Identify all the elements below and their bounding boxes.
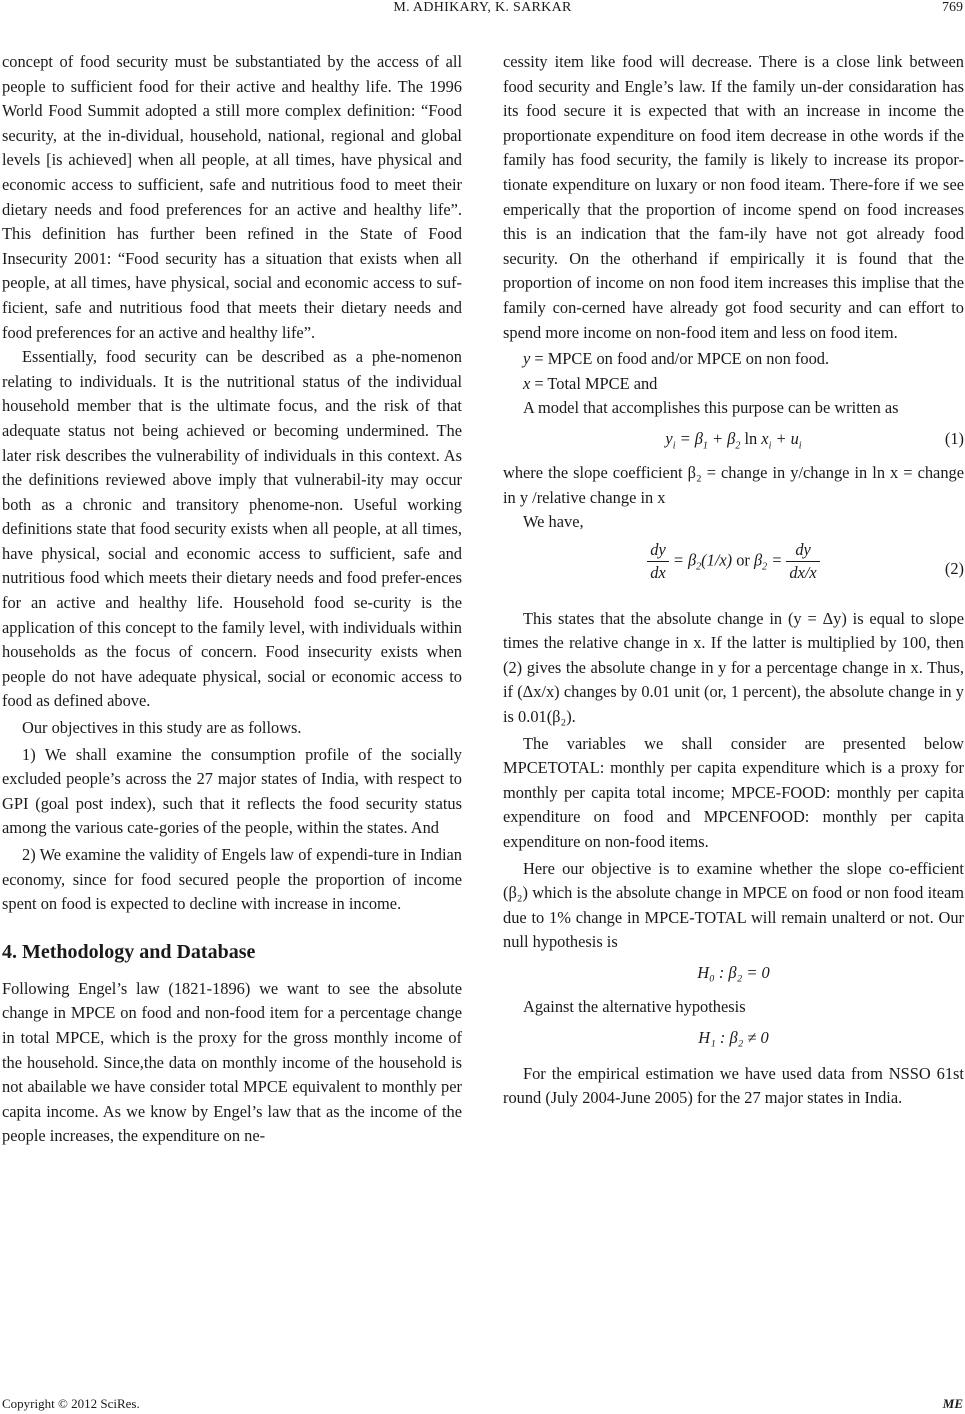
paragraph: where the slope coefficient β₂ = change in y/change in ln x = change in y /relative change in x <box>503 462 964 507</box>
paragraph: For the empirical estimation we have used data from NSSO 61st round (July 2004-June 2005) for the 27 major states in India. <box>503 1063 964 1108</box>
paragraph: The variables we shall consider are presented below MPCETOTAL: monthly per capita expenditure which is a proxy for monthly per capita total income; MPCE-FOOD: monthly per capita expenditure on food and MPCENFOOD: monthly per capita expenditure on non-food items. <box>503 733 964 852</box>
paragraph: Following Engel’s law (1821-1896) we want to see the absolute change in MPCE on food and non-food item for a percentage change in total MPCE, which is the proxy for the gross monthly income of the household. Since,the data on monthly income of the household is not abailable we have consider total MPCE equivalent to monthly per capita income. As we know by Engel’s law that as the income of the people increases, the expenditure on ne- <box>2 978 462 1146</box>
equation-2 <box>503 535 964 607</box>
left-column <box>2 50 462 1149</box>
page-header <box>0 0 965 24</box>
variable-x: x <box>523 373 531 393</box>
alternative-hypothesis <box>503 1020 964 1060</box>
paragraph: 2) We examine the validity of Engels law of expendi-ture in Indian economy, since for food secured people the proportion of income spent on food is expected to decline with increase in income. <box>2 845 462 914</box>
right-column <box>503 50 964 1111</box>
null-hypothesis-equation: H₀ : β₂ = 0 <box>697 963 770 982</box>
variable-y: y <box>523 349 531 369</box>
paragraph: Here our objective is to examine whether the slope co-efficient (β₂) which is the absolute change in MPCE on food or non food iteam due to 1% change in MPCE-TOTAL will remain unalterd or not. Our null hypothesis is <box>503 858 964 952</box>
definition-x: x = Total MPCE and <box>523 373 658 393</box>
paragraph: A model that accomplishes this purpose can be written as <box>523 398 899 418</box>
paragraph: Our objectives in this study are as follows. <box>22 718 302 738</box>
equation-number: (2) <box>944 558 964 578</box>
paragraph: Against the alternative hypothesis <box>523 997 746 1016</box>
equation-1 <box>503 421 964 461</box>
paragraph: cessity item like food will decrease. There is a close link between food security and Engle’s law. If the family un-der considaration has its food secure it is expected that with an increase in income the proportionate expenditure on food item decrease in othe words if the family has food security, the family is likely to increase its propor-tionate expenditure on luxary or non food iteam. There-fore if we see emperically that the proportion of income spend on food increases this is an indication that the fam-ily have not got already food security. On the otherhand if empirically it is found that the proportion of income on non food item increases this implise that the family con-cerned have already got food security and can effort to spend more income on non-food item and less on food item. <box>503 52 964 342</box>
page-footer <box>0 1396 965 1414</box>
paragraph: 1) We shall examine the consumption profile of the socially excluded people’s across the 27 major states of India, with respect to GPI (goal post index), such that it reflects the food security status among the various cate-gories of the people, within the states. And <box>2 744 462 838</box>
paragraph: concept of food security must be substantiated by the access of all people to sufficient food for their active and healthy life. The 1996 World Food Summit adopted a still more complex definition: “Food security, at the in-dividual, household, national, regional and global levels [is achieved] when all people, at all times, have physical and economic access to sufficient, safe and nutritious food to meet their dietary needs and food preferences for an active and healthy life”. This definition has further been refined in the State of Food Insecurity 2001: “Food security has a situation that exists when all people, at all times, have physical, social and economic access to suf-ficient, safe and nutritious food that meets their dietary needs and food preferences for an active and healthy life”. <box>2 52 462 342</box>
running-head: M. ADHIKARY, K. SARKAR <box>393 0 572 15</box>
journal-abbreviation: ME <box>942 1396 963 1411</box>
null-hypothesis <box>503 955 964 995</box>
paragraph: We have, <box>523 512 584 532</box>
alternative-hypothesis-equation: H₁ : β₂ ≠ 0 <box>698 1027 769 1047</box>
section-heading: 4. Methodology and Database <box>2 940 256 963</box>
copyright-notice: Copyright © 2012 SciRes. <box>2 1396 140 1411</box>
paragraph: This states that the absolute change in (y = Δy) is equal to slope times the relative change in x. If the latter is multiplied by 100, then (2) gives the absolute change in y for a percentage change in x. Thus, if (Δx/x) changes by 0.01 unit (or, 1 percent), the absolute change in y is 0.01(β₂). <box>503 608 964 727</box>
definition-y: y = MPCE on food and/or MPCE on non food. <box>523 349 830 369</box>
equation-2-or: or <box>736 549 750 569</box>
equation-number: (1) <box>944 428 964 448</box>
equation-2-body: $\frac{dy}{dx}$ = $\beta_2(1/x)$ or $\beta_2$ = $\frac{dy}{dx/x}$ <box>503 539 964 584</box>
equation-1-body: $y_i = \beta_1 + \beta_2$ $\ln x_i + u_i$ <box>665 428 802 452</box>
paragraph: Essentially, food security can be described as a phe-nomenon relating to individuals. It is the nutritional status of the individual household member that is the ultimate focus, and the risk of that adequate status not being achieved or becoming undermined. The later risk describes the vulnerability of individuals in this context. As the definitions reviewed above imply that vulnerabil-ity may occur both as a chronic and transitory phenome-non. Useful working definitions state that food security exists when all people, at all times, have physical, social and economic access to sufficient, safe and nutritious food which meets their dietary needs and food prefer-ences for an active and healthy life. Household food se-curity is the application of this concept to the family level, with individuals within households as the focus of concern. Food insecurity exists when people do not have adequate physical, social or economic access to food as defined above. <box>2 347 462 711</box>
page-number: 769 <box>942 0 963 15</box>
